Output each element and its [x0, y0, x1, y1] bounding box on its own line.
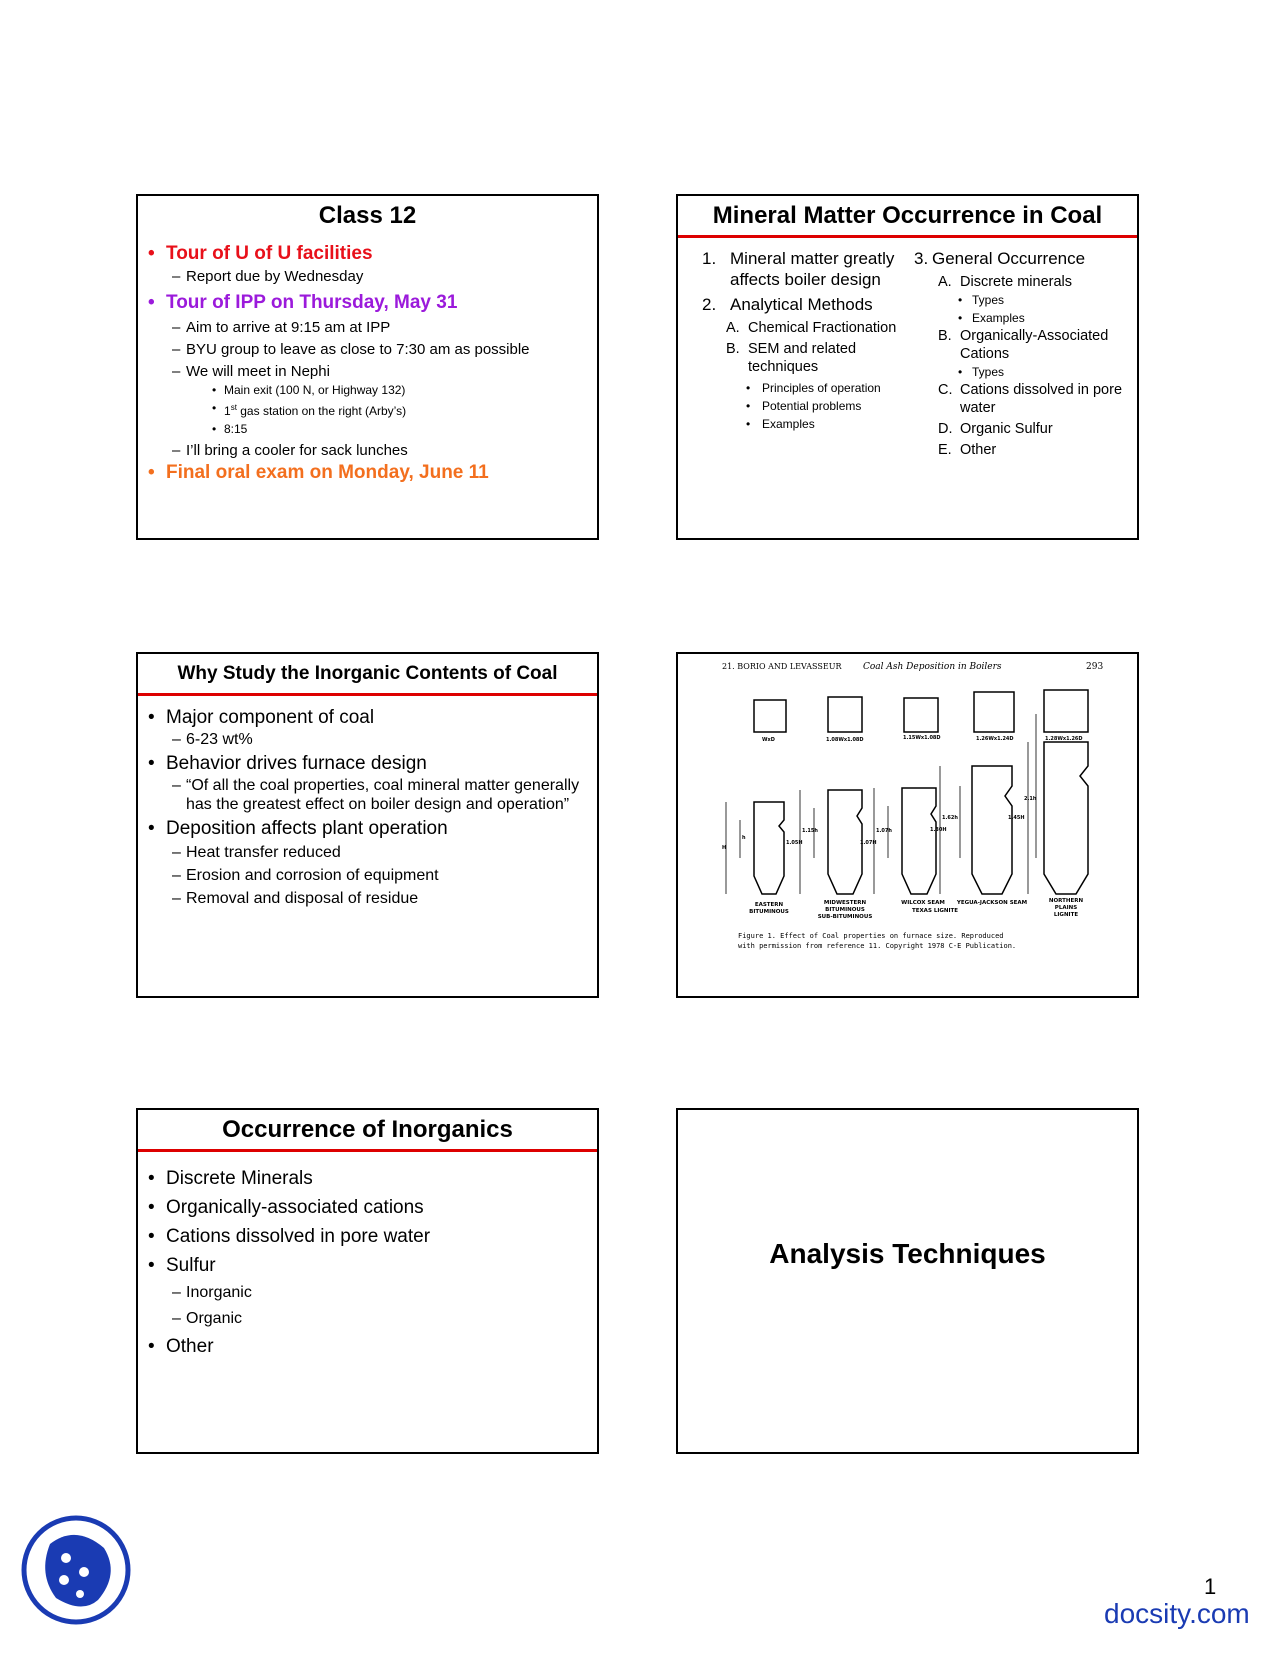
- sub-bullet-quote: – “Of all the coal properties, coal mineral matter generally has the greatest effect on boiler design and operation”: [138, 776, 597, 814]
- figure-caption-line2: with permission from reference 11. Copyright 1978 C-E Publication.: [738, 942, 1017, 950]
- dim-label: 1.05H: [786, 840, 803, 846]
- furnace-eastern: [754, 802, 784, 894]
- lettered-item: B. SEM and related techniques: [726, 341, 857, 375]
- slide-title: Why Study the Inorganic Contents of Coal: [138, 654, 597, 696]
- furnace-yegua: [972, 766, 1012, 894]
- dim-label: 1.45H: [1008, 815, 1025, 821]
- slide-furnace-figure: [676, 652, 1139, 998]
- plan-square: [974, 692, 1014, 732]
- slide-title: Occurrence of Inorganics: [138, 1110, 597, 1152]
- dim-label: 1.07H: [860, 840, 877, 846]
- sub-bullet: – I’ll bring a cooler for sack lunches: [138, 441, 597, 460]
- left-column: [702, 248, 902, 433]
- bullet-tour-ipp: • Tour of IPP on Thursday, May 31: [138, 290, 597, 316]
- slide-why-study: [136, 652, 599, 998]
- figure-header-left: 21. BORIO AND LEVASSEUR: [722, 662, 842, 671]
- lettered-item: E. Other: [938, 442, 997, 458]
- sub-bullet: – Erosion and corrosion of equipment: [138, 864, 597, 887]
- bullet: • Other: [138, 1332, 597, 1361]
- furnace-label: MIDWESTERN: [823, 900, 867, 906]
- slide-class-12: [136, 194, 599, 540]
- figure-page-number: 293: [1086, 662, 1104, 672]
- sub-bullet: – Inorganic: [138, 1280, 597, 1306]
- sub-bullet: – Heat transfer reduced: [138, 841, 597, 864]
- furnace-label: WILCOX SEAM: [901, 900, 945, 906]
- slide-occurrence-inorganics: [136, 1108, 599, 1454]
- plan-square: [1044, 690, 1088, 732]
- slide-analysis-techniques: [676, 1108, 1139, 1454]
- square-label: 1.08Wx1.08D: [826, 737, 864, 743]
- bullet-tour-uofu: • Tour of U of U facilities: [138, 241, 597, 267]
- section-title: Analysis Techniques: [769, 1238, 1046, 1269]
- sub-bullet: • Examples: [702, 415, 902, 433]
- square-label: 1.15Wx1.08D: [903, 735, 941, 741]
- sub-sub-bullet: • Main exit (100 N, or Highway 132): [138, 381, 597, 399]
- furnace-label: YEGUA-JACKSON SEAM: [956, 900, 1028, 906]
- dim-label: h: [742, 835, 746, 841]
- lettered-item: A. Chemical Fractionation: [726, 320, 897, 336]
- furnace-size-figure: [678, 654, 1137, 996]
- sub-bullet: – 6-23 wt%: [138, 730, 597, 749]
- docsity-logo-icon[interactable]: [20, 1514, 132, 1626]
- slide-title: Class 12: [318, 202, 417, 229]
- furnace-label: SUB-BITUMINOUS: [817, 914, 873, 920]
- sub-sub-bullet: • 1st gas station on the right (Arby’s): [138, 399, 597, 420]
- sub-bullet: • Examples: [914, 309, 1124, 327]
- sub-sub-bullet: • 8:15: [138, 420, 597, 438]
- lettered-item: A. Discrete minerals: [938, 274, 1072, 290]
- plan-square: [904, 698, 938, 732]
- bullet: • Deposition affects plant operation: [138, 817, 597, 841]
- sub-bullet: • Principles of operation: [702, 379, 902, 397]
- right-column: [914, 248, 1124, 462]
- sub-bullet: • Potential problems: [702, 397, 902, 415]
- dim-label: 1.15h: [802, 828, 818, 834]
- slide-mineral-matter: [676, 194, 1139, 540]
- bullet: • Behavior drives furnace design: [138, 752, 597, 776]
- figure-header-title: Coal Ash Deposition in Boilers: [863, 662, 1002, 672]
- lettered-item: D. Organic Sulfur: [938, 421, 1053, 437]
- dim-label: 2.1h: [1024, 796, 1037, 802]
- furnace-northern: [1044, 742, 1088, 894]
- numbered-item: 1. Mineral matter greatly affects boiler design: [702, 249, 895, 289]
- slide-title: Mineral Matter Occurrence in Coal: [678, 196, 1137, 238]
- dim-label: 1.62h: [942, 815, 958, 821]
- bullet-final-exam: • Final oral exam on Monday, June 11: [138, 460, 597, 486]
- sub-bullet: – BYU group to leave as close to 7:30 am as possible: [138, 340, 597, 359]
- bullet: • Cations dissolved in pore water: [138, 1222, 597, 1251]
- furnace-label: PLAINS: [1054, 905, 1078, 911]
- sub-bullet: – Aim to arrive at 9:15 am at IPP: [138, 318, 597, 337]
- bullet: • Organically-associated cations: [138, 1193, 597, 1222]
- sub-bullet: • Types: [914, 291, 1124, 309]
- numbered-item: 2. Analytical Methods: [702, 295, 873, 314]
- dim-label: H: [722, 845, 727, 851]
- square-label: 1.28Wx1.26D: [1045, 736, 1083, 742]
- furnace-label: BITUMINOUS: [825, 907, 865, 913]
- square-label: 1.26Wx1.24D: [976, 736, 1014, 742]
- furnace-midwestern: [828, 790, 862, 894]
- furnace-label: BITUMINOUS: [749, 909, 789, 915]
- lettered-item: C. Cations dissolved in pore water: [938, 382, 1123, 416]
- furnace-label: TEXAS LIGNITE: [911, 908, 959, 914]
- furnace-label: NORTHERN: [1048, 898, 1084, 904]
- sub-bullet: – We will meet in Nephi: [138, 362, 597, 381]
- numbered-item: 3. General Occurrence: [914, 249, 1086, 268]
- dim-label: 1.30H: [930, 827, 947, 833]
- lettered-item: B. Organically-Associated Cations: [938, 328, 1109, 362]
- sub-bullet: – Report due by Wednesday: [138, 267, 597, 286]
- figure-caption-line1: Figure 1. Effect of Coal properties on furnace size. Reproduced: [738, 932, 1004, 940]
- page-number: 1: [1204, 1574, 1217, 1599]
- square-label: WxD: [762, 737, 775, 743]
- sub-bullet: – Removal and disposal of residue: [138, 887, 597, 910]
- dim-label: 1.07h: [876, 828, 892, 834]
- furnace-wilcox: [902, 788, 936, 894]
- bullet: • Discrete Minerals: [138, 1164, 597, 1193]
- plan-square: [828, 697, 862, 732]
- bullet: • Sulfur: [138, 1251, 597, 1280]
- bullet: • Major component of coal: [138, 706, 597, 730]
- plan-square: [754, 700, 786, 732]
- furnace-label: LIGNITE: [1053, 912, 1079, 918]
- sub-bullet: – Organic: [138, 1306, 597, 1332]
- furnace-label: EASTERN: [754, 902, 784, 908]
- docsity-brand-link[interactable]: docsity.com: [1104, 1598, 1250, 1629]
- sub-bullet: • Types: [914, 363, 1124, 381]
